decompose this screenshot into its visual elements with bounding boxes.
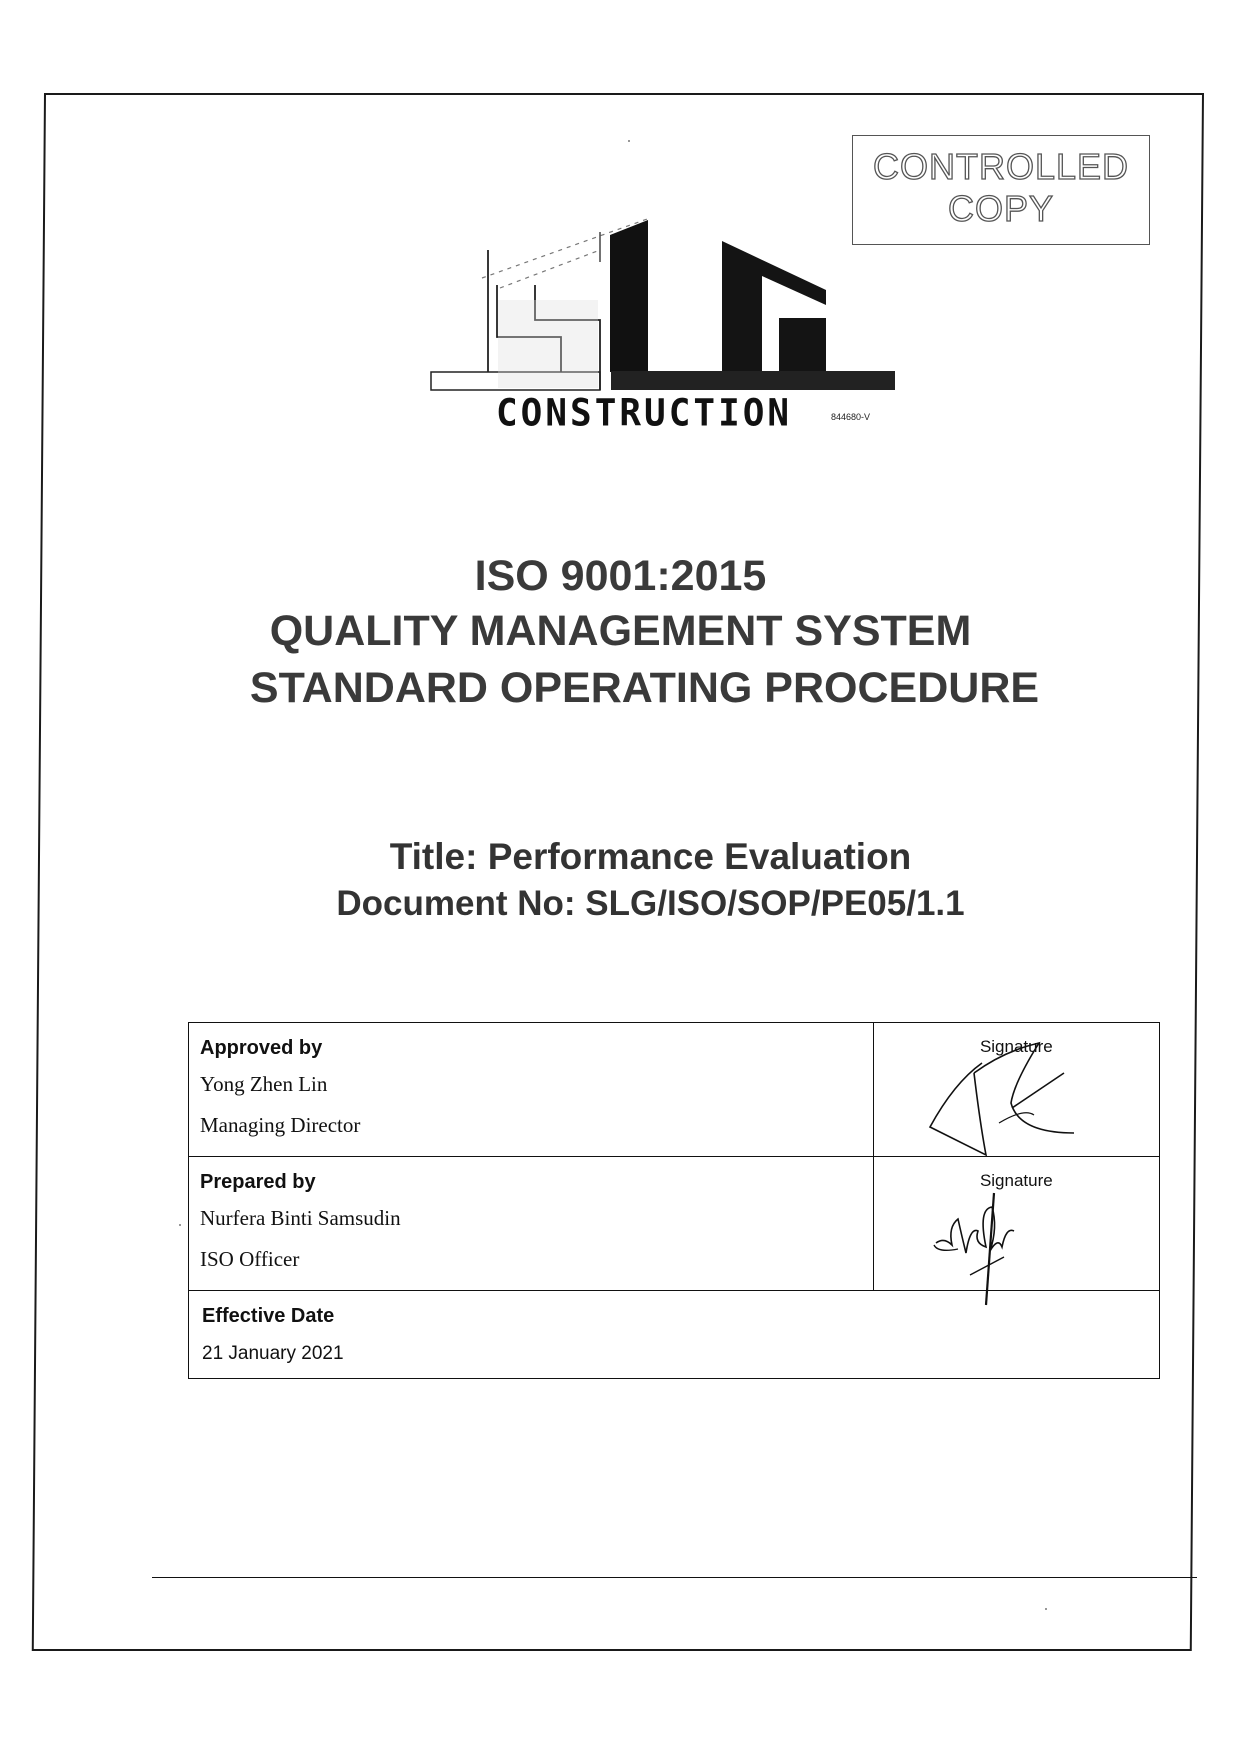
approval-table [188,1022,1160,1379]
stamp-line-2: COPY [947,188,1055,229]
preparer-signature-cell [873,1157,1159,1291]
approver-signature-icon [874,1023,1160,1157]
approved-by-label: Approved by [200,1037,323,1059]
prepared-details [189,1157,874,1291]
preparer-name: Nurfera Binti Samsudin [200,1206,401,1230]
document-title: Title: Performance Evaluation [389,836,912,877]
approver-position: Managing Director [200,1113,361,1137]
approver-signature-cell [873,1023,1159,1157]
company-registration-number: 844680-V [831,412,871,422]
footer-rule [152,1577,1197,1578]
preparer-signature-icon [874,1157,1160,1307]
standard-heading: ISO 9001:2015 [474,552,767,600]
preparer-position: ISO Officer [200,1247,300,1271]
scan-speck [179,1224,181,1226]
approver-signature-label: Signature [979,1037,1053,1056]
approved-details [189,1023,874,1157]
stamp-line-1: CONTROLLED [872,146,1130,187]
sop-heading: STANDARD OPERATING PROCEDURE [249,664,1040,712]
effective-date-value: 21 January 2021 [202,1343,344,1364]
approver-name: Yong Zhen Lin [200,1072,328,1096]
effective-date-label: Effective Date [202,1305,335,1327]
scan-speck [628,140,630,142]
preparer-signature-label: Signature [979,1171,1053,1190]
scan-speck [1045,1608,1047,1610]
prepared-by-label: Prepared by [200,1171,316,1193]
prepared-row [189,1157,1160,1291]
approved-row [189,1023,1160,1157]
qms-heading: QUALITY MANAGEMENT SYSTEM [269,607,972,655]
logo-wordmark: CONSTRUCTION [496,391,793,436]
document-number: Document No: SLG/ISO/SOP/PE05/1.1 [336,884,965,923]
